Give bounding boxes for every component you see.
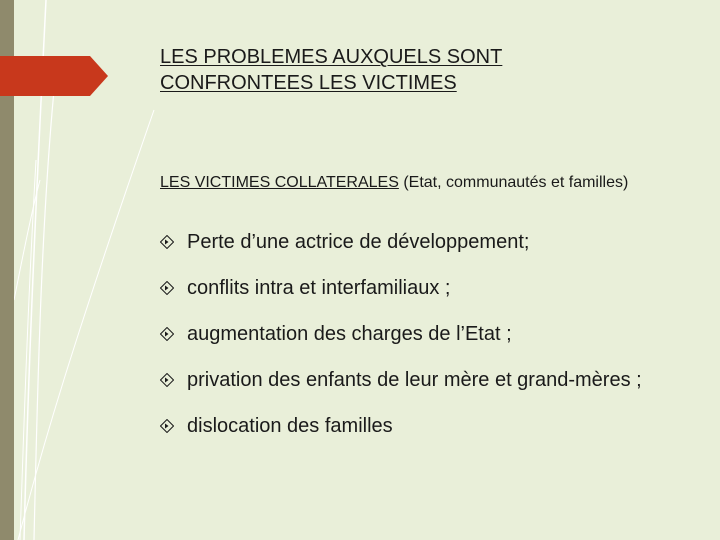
list-item [160, 368, 670, 392]
diamond-arrow-bullet-icon [160, 327, 174, 341]
list-item [160, 276, 670, 300]
list-item [160, 230, 670, 254]
bullet-list [160, 230, 670, 460]
slide-subtitle [160, 172, 660, 194]
list-item [160, 414, 670, 438]
diamond-arrow-bullet-icon [160, 419, 174, 433]
slide-title [160, 44, 680, 96]
list-item [160, 322, 670, 346]
subtitle-heading: LES VICTIMES COLLATERALES [160, 174, 399, 191]
bullet-text: augmentation des charges de l’Etat ; [187, 323, 512, 345]
diamond-arrow-bullet-icon [160, 281, 174, 295]
bullet-text: privation des enfants de leur mère et grand-mères ; [187, 369, 642, 391]
bullet-text: dislocation des familles [187, 415, 393, 437]
bullet-text: Perte d’une actrice de développement; [187, 231, 530, 253]
title-line-1: LES PROBLEMES AUXQUELS SONT [160, 46, 503, 68]
red-arrow-banner [0, 56, 110, 96]
subtitle-detail: (Etat, communautés et familles) [398, 174, 629, 191]
title-line-2: CONFRONTEES LES VICTIMES [160, 72, 457, 94]
bullet-text: conflits intra et interfamiliaux ; [187, 277, 451, 299]
diamond-arrow-bullet-icon [160, 373, 174, 387]
diamond-arrow-bullet-icon [160, 235, 174, 249]
